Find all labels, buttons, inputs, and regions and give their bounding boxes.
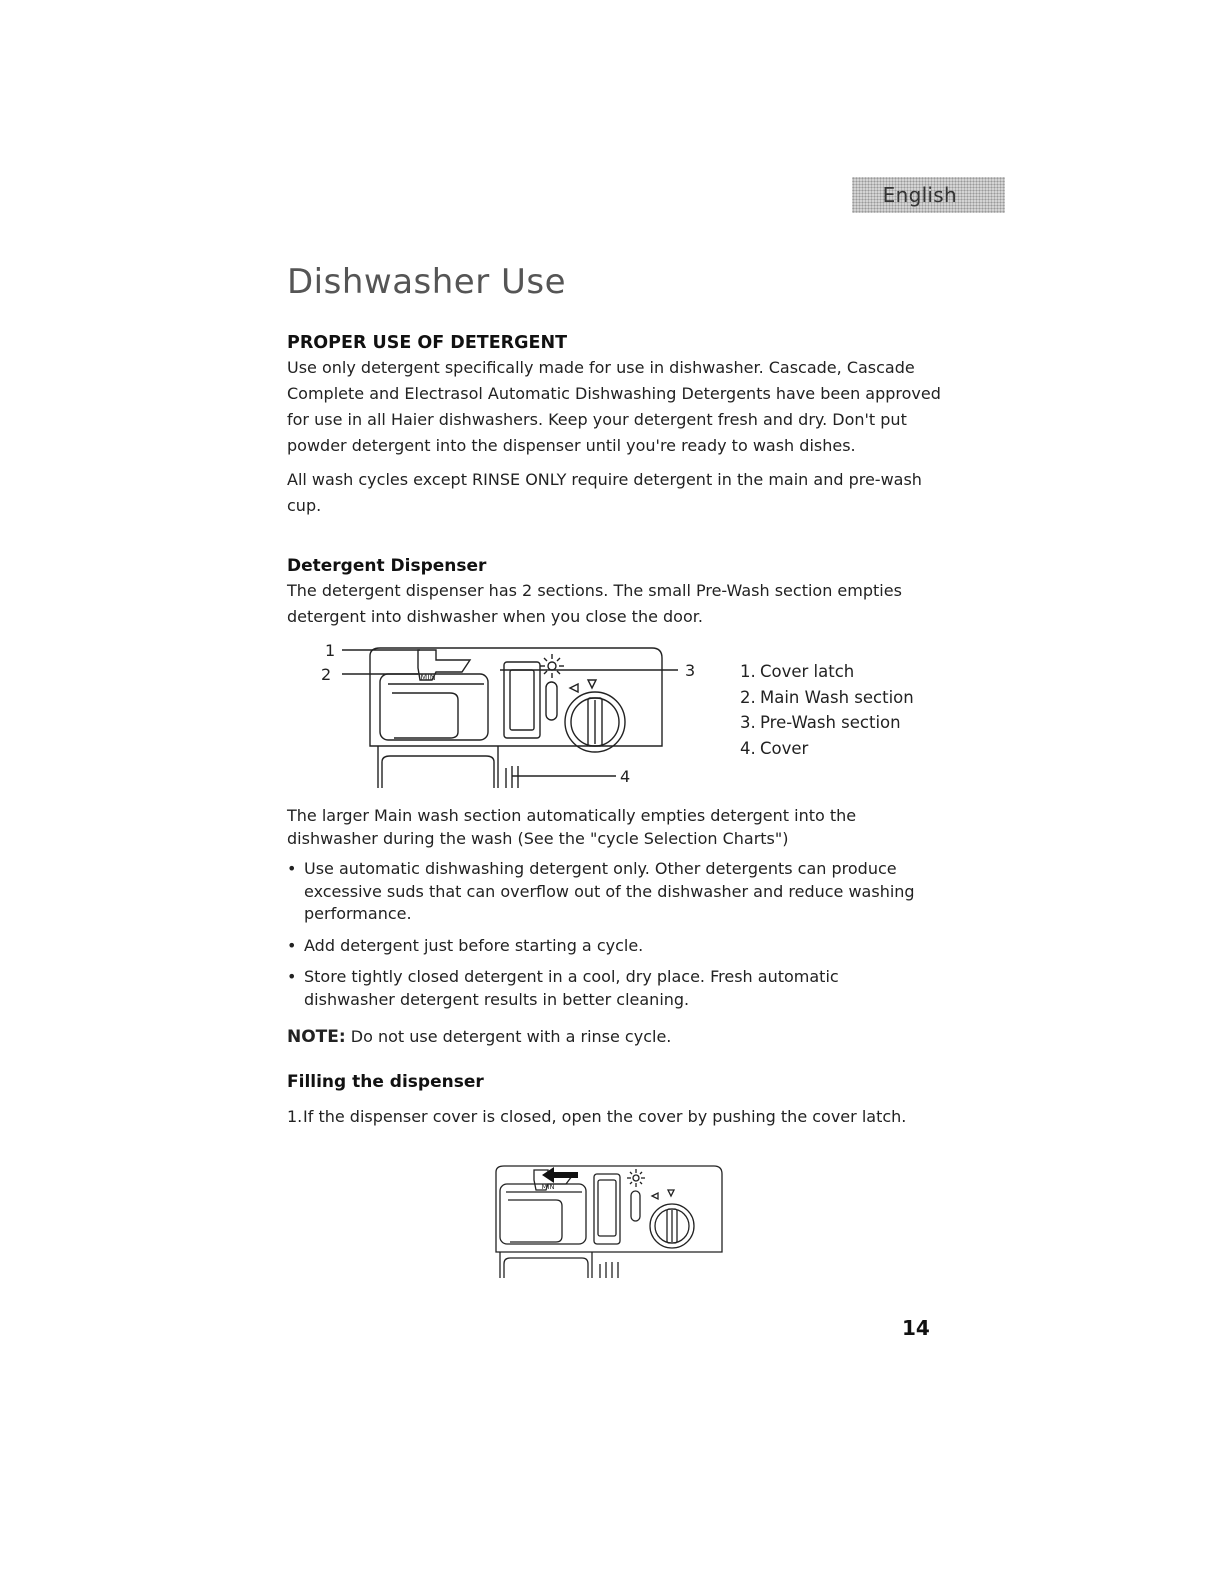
detergent-line: Complete and Electrasol Automatic Dishwashing Detergents have been approved: [287, 384, 941, 403]
bullet-item: • Use automatic dishwashing detergent only. Other detergents can produce excessive suds that can overflow out of the dishwasher and reduce washing performance.: [287, 859, 915, 923]
detergent-line: Use only detergent specifically made for use in dishwasher. Cascade, Cascade: [287, 358, 915, 377]
bullet-item: • Store tightly closed detergent in a cool, dry place. Fresh automatic dishwasher detergent results in better cleaning.: [287, 967, 839, 1009]
diagram-legend: [740, 659, 914, 761]
rinse-aid-dial: [565, 692, 625, 752]
callout-4: 4: [620, 767, 631, 786]
page-title: Dishwasher Use: [287, 262, 567, 302]
rinse-aid-indicator: [631, 1191, 640, 1221]
rinse-aid-indicator: [546, 682, 557, 720]
legend-number: 2.: [740, 687, 756, 707]
callout-3: 3: [685, 661, 696, 680]
dispenser-section: [287, 556, 947, 630]
note-label: NOTE:: [287, 1027, 346, 1047]
dispenser-cover-outline: [378, 746, 498, 788]
min-label: MIN: [541, 1183, 555, 1191]
detergent-section: [287, 333, 947, 519]
dispenser-panel-outline: [496, 1166, 722, 1252]
callout-1: 1: [325, 641, 336, 660]
rinse-aid-dial: [650, 1204, 694, 1248]
rinse-aid-sun-icon: [627, 1169, 645, 1187]
legend-label: Pre-Wash section: [760, 713, 901, 732]
rinse-aid-sun-icon: [540, 654, 564, 678]
detergent-paragraph-2-line: All wash cycles except RINSE ONLY require detergent in the main and pre-wash: [287, 470, 922, 489]
bullet-item: • Add detergent just before starting a cycle.: [287, 935, 644, 955]
detergent-heading: PROPER USE OF DETERGENT: [287, 333, 568, 353]
callout-2: 2: [321, 665, 332, 684]
filling-diagram: [490, 1158, 730, 1280]
detergent-paragraph-2-line: cup.: [287, 496, 322, 515]
dispenser-diagram: [300, 638, 720, 793]
language-tab: [852, 177, 1005, 213]
dispenser-panel-outline: [370, 648, 662, 746]
detergent-tips-list: [287, 858, 927, 1020]
dispenser-line: detergent into dishwasher when you close the door.: [287, 607, 703, 626]
bullet-text: Add detergent just before starting a cycle.: [304, 935, 644, 955]
legend-item: [740, 736, 914, 762]
main-wash-cup: [500, 1184, 586, 1244]
main-wash-line: The larger Main wash section automatically empties detergent into the: [287, 806, 857, 825]
step-number: 1.: [287, 1107, 303, 1126]
bullet-text: Use automatic dishwashing detergent only. Other detergents can produce excessive suds that can overflow out of the dishwasher and reduce washing performance.: [304, 859, 915, 923]
note-text: Do not use detergent with a rinse cycle.: [345, 1027, 672, 1046]
filling-step: [287, 1107, 906, 1126]
legend-number: 1.: [740, 662, 756, 681]
main-wash-line: dishwasher during the wash (See the "cycle Selection Charts"): [287, 828, 789, 848]
legend-item: [740, 710, 914, 736]
legend-label: Cover: [760, 738, 809, 758]
legend-item: [740, 685, 914, 711]
main-wash-description: [287, 805, 927, 850]
detergent-line: powder detergent into the dispenser until you're ready to wash dishes.: [287, 436, 856, 455]
note: [287, 1027, 671, 1047]
legend-item: [740, 659, 914, 685]
legend-number: 3.: [740, 713, 756, 732]
legend-label: Main Wash section: [760, 687, 914, 707]
page-number: 14: [902, 1316, 930, 1340]
dispenser-heading: Detergent Dispenser: [287, 556, 487, 576]
min-label: MIN: [420, 673, 436, 682]
filling-heading: Filling the dispenser: [287, 1072, 484, 1092]
bullet-text: Store tightly closed detergent in a cool, dry place. Fresh automatic dishwasher detergent results in better cleaning.: [304, 967, 839, 1009]
step-text: If the dispenser cover is closed, open the cover by pushing the cover latch.: [303, 1107, 907, 1126]
language-tab-label: English: [882, 183, 957, 207]
legend-label: Cover latch: [760, 662, 855, 681]
legend-number: 4.: [740, 738, 756, 758]
dispenser-line: The detergent dispenser has 2 sections. The small Pre-Wash section empties: [287, 581, 902, 600]
detergent-line: for use in all Haier dishwashers. Keep your detergent fresh and dry. Don't put: [287, 410, 907, 429]
